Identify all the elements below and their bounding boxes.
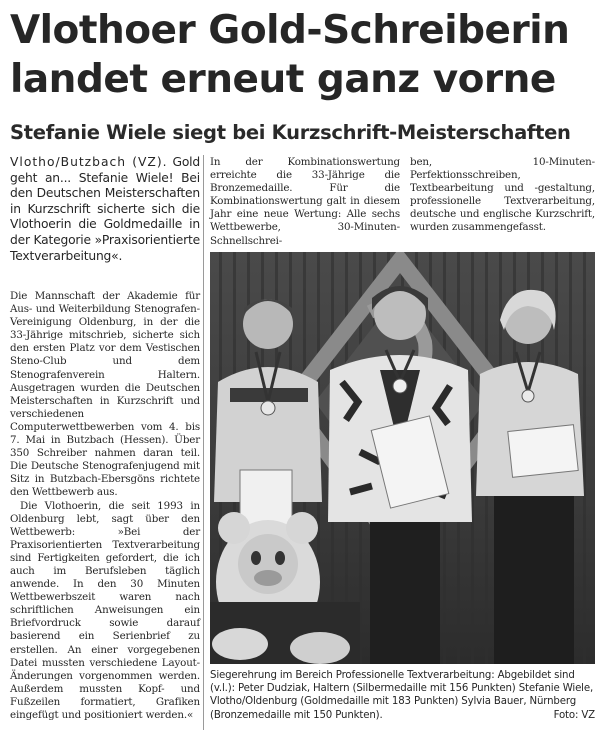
headline — [10, 6, 595, 104]
body-paragraph-2: Die Vlothoerin, die seit 1993 in Oldenburg lebt, sagt über den Wettbewerb: »Bei der Praxisorientierten Textverarbeitung sind Fertigkeiten gefordert, die ich auch im Berufsleben täglich anwende. In den 30 Minuten Wettbewerbszeit waren nach schriftlichen Anweisungen ein Briefvordruck sowie darauf basierend ein Serienbrief zu erstellen. An einer vorgegebenen Datei mussten verschiedene Layout-Änderungen vorgenommen werden. Außerdem mussten Kopf- und Fußzeilen formatiert, Grafiken eingefügt und positioniert werden.« — [10, 499, 200, 721]
dateline: Vlotho/Butzbach (VZ). — [10, 155, 168, 169]
body-column-2 — [210, 156, 400, 248]
body-paragraph-3: In der Kombinationswertung erreichte die 33-Jährige die Bronzemedaille. Für die Kombinationswertung galt in diesem Jahr eine neue Wertung: Alle sechs Wettbewerbe, 30-Minuten-Schnellschrei- — [210, 156, 400, 247]
lead-paragraph — [10, 155, 200, 264]
subheadline: Stefanie Wiele siegt bei Kurzschrift-Meisterschaften — [10, 121, 571, 144]
award-ceremony-photo — [210, 252, 595, 664]
caption-text: Siegerehrung im Bereich Professionelle Textverarbeitung: Abgebildet sind (v.l.): Peter Dudziak, Haltern (Silbermedaille mit 156 Punkten) Stefanie Wiele, Vlotho/Oldenburg (Goldmedaille mit 183 Punkten) Sylvia Bauer, Nürnberg (Bronzemedaille mit 150 Punkten). — [210, 670, 594, 721]
lead-text: Gold geht an... Stefanie Wiele! Bei den Deutschen Meisterschaften in Kurzschrift sicherte sich die Vlothoerin die Goldmedaille in der Kategorie »Praxisorientierte Textverarbeitung«. — [10, 155, 200, 263]
photo-caption — [210, 669, 595, 722]
body-paragraph-1: Die Mannschaft der Akademie für Aus- und Weiterbildung Stenografen-Vereinigung Oldenburg, in der die 33-Jährige mitschrieb, sicherte sich den ersten Platz vor dem Vestischen Steno-Club und dem Stenografenverein Haltern. Ausgetragen wurden die Deutschen Meisterschaften in Kurzschrift und verschiedenen Computerwettbewerben vom 4. bis 7. Mai in Butzbach (Hessen). Über 350 Schreiber nahmen daran teil. Die Deutsche Stenografenjugend mit Sitz in Butzbach-Ebersgöns richtete den Wettbewerb aus. — [10, 290, 200, 499]
photo-credit: Foto: VZ — [553, 709, 595, 721]
headline-line-2: landet erneut ganz vorne — [10, 57, 556, 102]
headline-line-1: Vlothoer Gold-Schreiberin — [10, 8, 570, 53]
body-paragraph-4: ben, 10-Minuten-Perfektionsschreiben, Textbearbeitung und -gestaltung, professionelle Textverarbeitung, deutsche und englische Kurzschrift, wurden zusammengefasst. — [410, 156, 595, 234]
body-column-3 — [410, 156, 595, 235]
body-column-1 — [10, 290, 200, 722]
column-divider — [203, 155, 204, 730]
